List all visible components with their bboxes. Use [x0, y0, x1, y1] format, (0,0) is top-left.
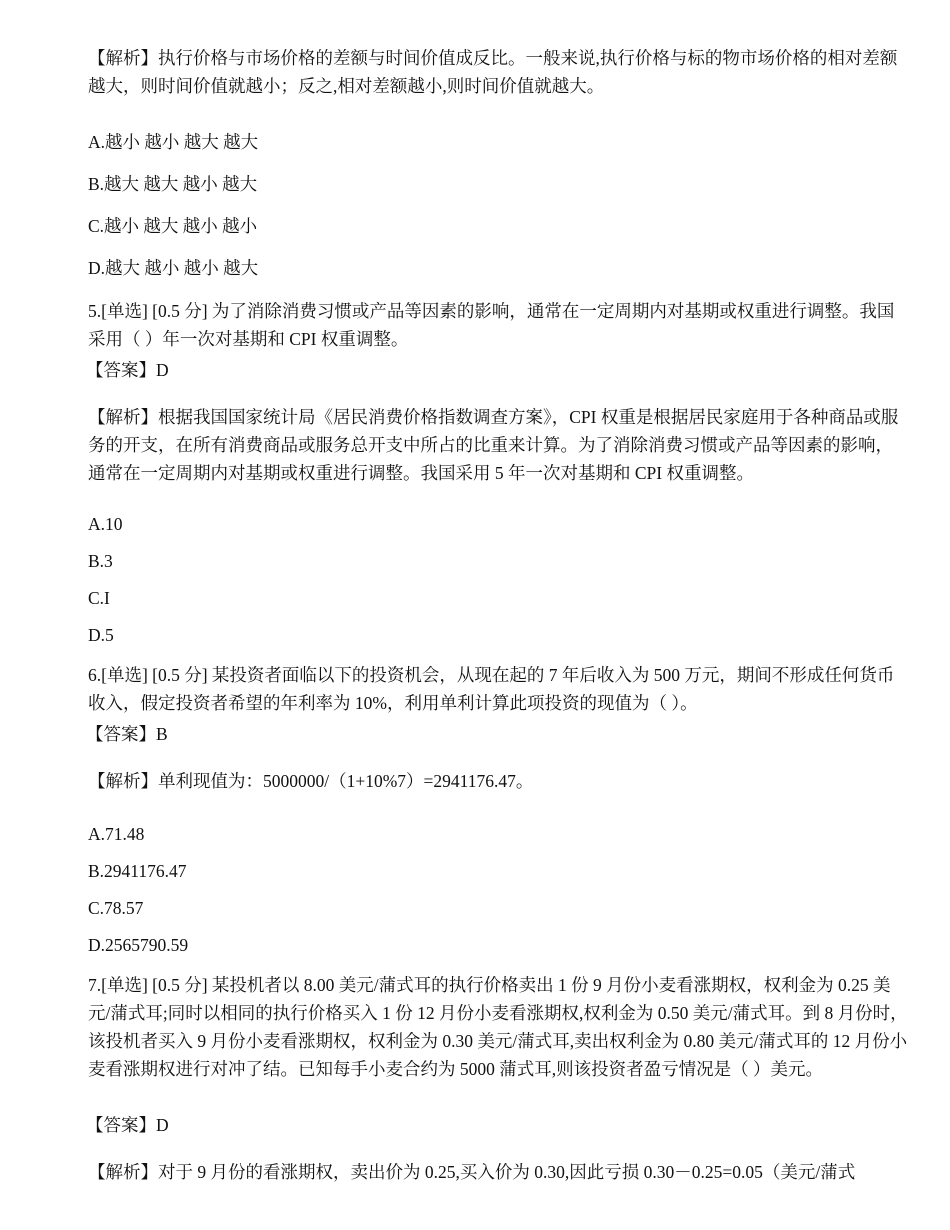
q5-option-c: C.I	[88, 588, 110, 608]
intro-option-d: D.越大 越小 越小 越大	[88, 258, 259, 278]
q6-question: 6.[单选] [0.5 分] 某投资者面临以下的投资机会，从现在起的 7 年后收入为 500 万元，期间不形成任何货币收入，假定投资者希望的年利率为 10%，利用单利计算此项投资的现值为（ ）。	[88, 665, 895, 713]
q5-answer: 【答案】D	[86, 360, 169, 380]
q5-question: 5.[单选] [0.5 分] 为了消除消费习惯或产品等因素的影响，通常在一定周期内对基期或权重进行调整。我国采用（ ）年一次对基期和 CPI 权重调整。	[88, 301, 895, 349]
q6-option-b: B.2941176.47	[88, 861, 187, 881]
intro-analysis: 【解析】执行价格与市场价格的差额与时间价值成反比。一般来说,执行价格与标的物市场价格的相对差额越大，则时间价值就越小；反之,相对差额越小,则时间价值就越大。	[88, 48, 898, 96]
q5-option-a: A.10	[88, 514, 123, 534]
intro-option-a: A.越小 越小 越大 越大	[88, 132, 259, 152]
q5-analysis: 【解析】根据我国国家统计局《居民消费价格指数调查方案》，CPI 权重是根据居民家庭用于各种商品或服务的开支，在所有消费商品或服务总开支中所占的比重来计算。为了消除消费习惯或产品等因素的影响，通常在一定周期内对基期或权重进行调整。我国采用 5 年一次对基期和 CPI 权重调整。	[88, 407, 899, 483]
q6-answer: 【答案】B	[86, 724, 168, 744]
q6-option-a: A.71.48	[88, 824, 145, 844]
intro-option-c: C.越小 越大 越小 越小	[88, 216, 258, 236]
intro-option-b: B.越大 越大 越小 越大	[88, 174, 258, 194]
q6-option-c: C.78.57	[88, 898, 144, 918]
q7-answer: 【答案】D	[86, 1115, 169, 1135]
q6-option-d: D.2565790.59	[88, 935, 189, 955]
q6-analysis: 【解析】单利现值为：5000000/（1+10%7）=2941176.47。	[88, 771, 534, 791]
q7-question: 7.[单选] [0.5 分] 某投机者以 8.00 美元/蒲式耳的执行价格卖出 1 份 9 月份小麦看涨期权，权利金为 0.25 美元/蒲式耳;同时以相同的执行价格买入 1 份 12 月份小麦看涨期权,权利金为 0.50 美元/蒲式耳。到 8 月份时，该投机者买入 9 月份小麦看涨期权，权利金为 0.30 美元/蒲式耳,卖出权利金为 0.80 美元/蒲式耳的 12 月份小麦看涨期权进行对冲了结。已知每手小麦合约为 5000 蒲式耳,则该投资者盈亏情况是（ ）美元。	[88, 975, 908, 1079]
q5-option-b: B.3	[88, 551, 113, 571]
q5-option-d: D.5	[88, 625, 114, 645]
q7-analysis: 【解析】对于 9 月份的看涨期权，卖出价为 0.25,买入价为 0.30,因此亏损 0.30－0.25=0.05（美元/蒲式	[88, 1162, 856, 1182]
